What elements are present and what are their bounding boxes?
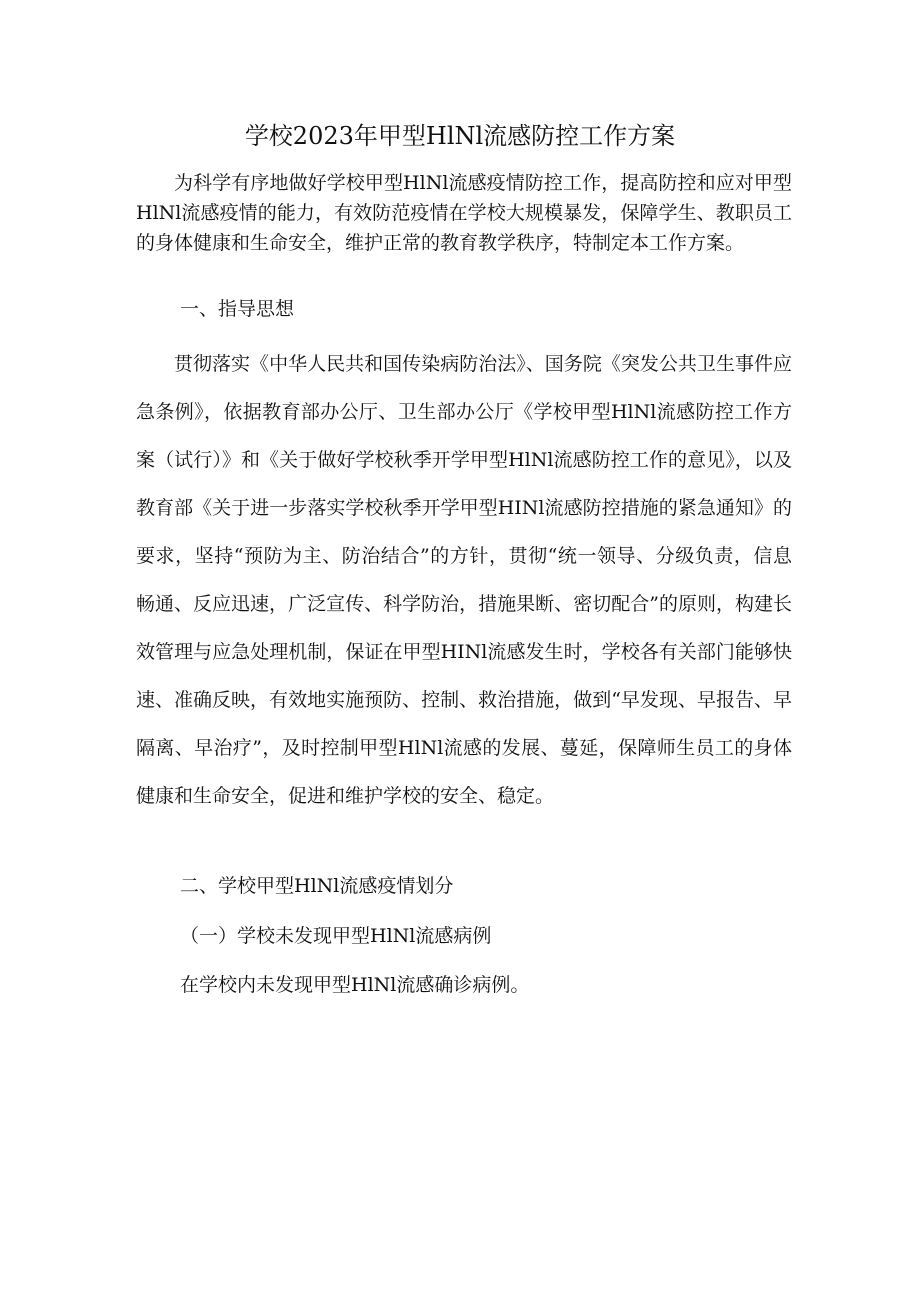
section-heading-guiding-ideology: 一、指导思想 [180,298,295,320]
no-cases-paragraph: 在学校内未发现甲型HlNl流感确诊病例。 [180,974,530,996]
section-heading-epidemic-classification: 二、学校甲型HlNl流感疫情划分 [180,875,454,897]
intro-paragraph: 为科学有序地做好学校甲型HlNl流感疫情防控工作，提高防控和应对甲型HlNl流感疫情的能力，有效防范疫情在学校大规模暴发，保障学生、教职员工的身体健康和生命安全，维护正常的教育教学秩序，特制定本工作方案。 [136,172,792,254]
subsection-heading-no-cases: （一）学校未发现甲型HlNl流感病例 [180,925,492,947]
document-title: 学校2023年甲型HlNl流感防控工作方案 [244,122,676,150]
guiding-ideology-paragraph: 贯彻落实《中华人民共和国传染病防治法》、国务院《突发公共卫生事件应急条例》，依据教育部办公厅、卫生部办公厅《学校甲型HlNl流感防控工作方案（试行）》和《关于做好学校秋季开学甲型HlNl流感防控工作的意见》，以及教育部《关于进一步落实学校秋季开学甲型HINl流感防控措施的紧急通知》的要求，坚持“预防为主、防治结合”的方针，贯彻“统一领导、分级负责，信息畅通、反应迅速，广泛宣传、科学防治，措施果断、密切配合”的原则，构建长效管理与应急处理机制，保证在甲型HINl流感发生时，学校各有关部门能够快速、准确反映，有效地实施预防、控制、救治措施，做到“早发现、早报告、早隔离、早治疗”，及时控制甲型HlNl流感的发展、蔓延，保障师生员工的身体健康和生命安全，促进和维护学校的安全、稳定。 [136,353,792,807]
